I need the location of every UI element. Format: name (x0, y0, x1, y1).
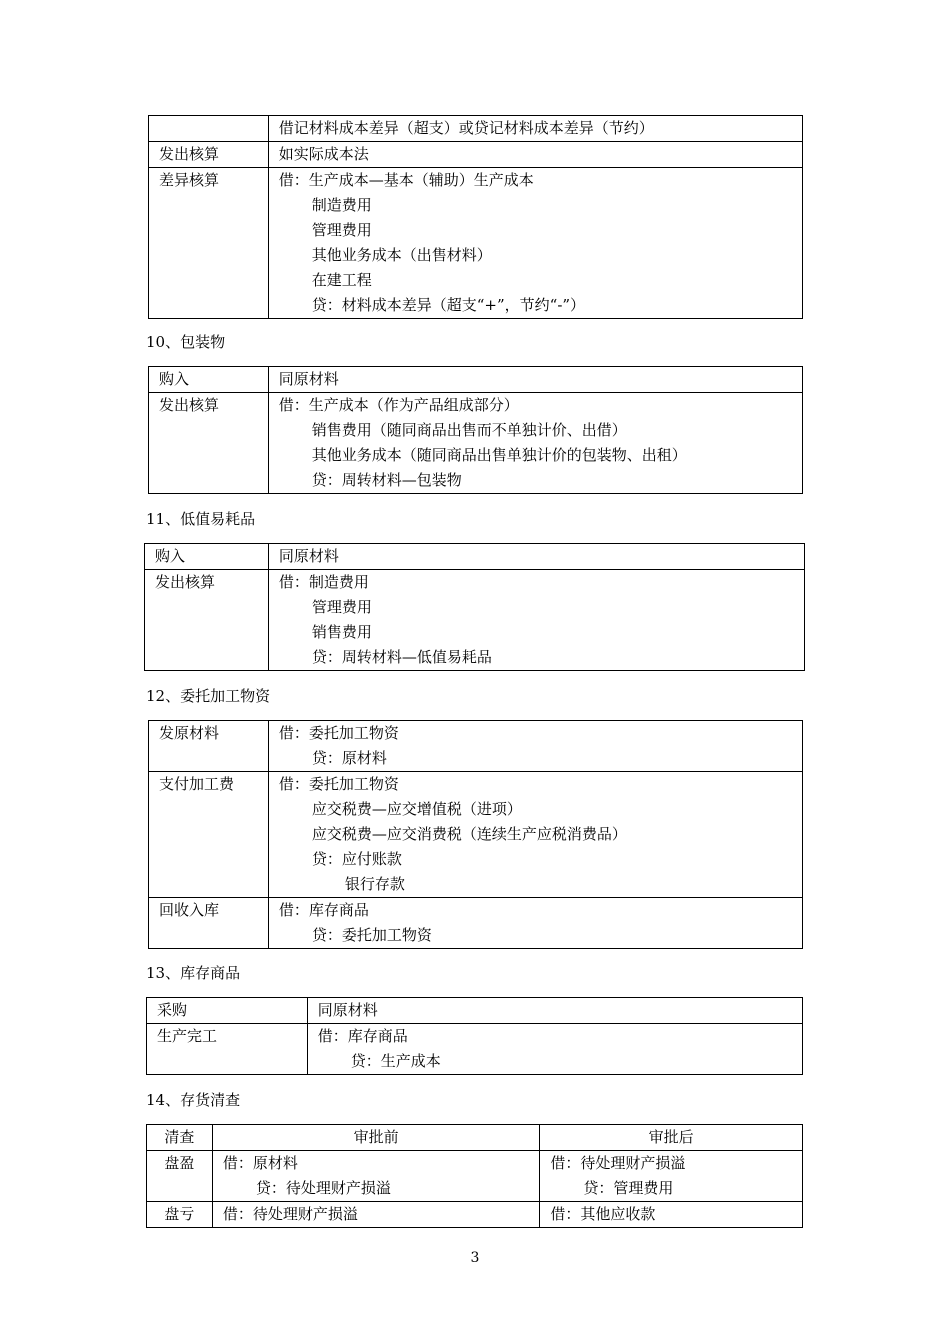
table-low-value-consumables (144, 543, 805, 671)
table-cell (147, 1202, 213, 1228)
table-row (149, 772, 803, 898)
table-cell (147, 998, 308, 1024)
table-cell (149, 721, 269, 772)
entry-line: 贷：管理费用 (583, 1179, 674, 1197)
entry-line: 管理费用 (311, 598, 372, 616)
row-label: 盘盈 (164, 1154, 195, 1172)
table-row (149, 142, 803, 168)
row-label: 发原材料 (159, 724, 220, 742)
table-cell (149, 393, 269, 494)
section-heading: 12、委托加工物资 (146, 687, 271, 705)
table-row (147, 1202, 803, 1228)
page-number: 3 (470, 1250, 480, 1266)
table-cell (268, 721, 802, 772)
table-cell (212, 1202, 540, 1228)
entry-line: 借：原材料 (222, 1154, 298, 1172)
row-label: 发出核算 (159, 396, 220, 414)
row-label: 发出核算 (155, 573, 216, 591)
table-cell (268, 116, 802, 142)
header-text: 审批后 (648, 1128, 694, 1146)
table-cell (149, 142, 269, 168)
table-row (149, 721, 803, 772)
column-header (147, 1125, 213, 1151)
row-label: 发出核算 (159, 145, 220, 163)
entry-line: 借：委托加工物资 (278, 775, 399, 793)
entry-line: 借：待处理财产损溢 (222, 1205, 358, 1223)
entry-line: 贷：周转材料—包装物 (311, 471, 462, 489)
table-cell (268, 168, 802, 319)
row-label: 支付加工费 (159, 775, 235, 793)
entry-line: 借：其他应收款 (550, 1205, 656, 1223)
table-cell (307, 998, 802, 1024)
table-cell (145, 544, 269, 570)
table-row (147, 1024, 803, 1075)
table-row (149, 393, 803, 494)
entry-line: 借：委托加工物资 (278, 724, 399, 742)
table-cell (212, 1151, 540, 1202)
entry-line: 贷：生产成本 (350, 1052, 441, 1070)
entry-line: 销售费用 (311, 623, 372, 641)
entry-line: 贷：周转材料—低值易耗品 (311, 648, 492, 666)
row-label: 购入 (159, 370, 190, 388)
cell-text: 同原材料 (317, 1001, 378, 1019)
column-header (212, 1125, 540, 1151)
row-label: 盘亏 (164, 1205, 195, 1223)
entry-line: 借：库存商品 (278, 901, 369, 919)
section-heading: 13、库存商品 (146, 964, 241, 982)
entry-line: 应交税费—应交消费税（连续生产应税消费品） (311, 825, 627, 843)
table-cell (268, 393, 802, 494)
cell-text: 同原材料 (278, 547, 339, 565)
table-cell (147, 1024, 308, 1075)
table-cell (149, 116, 269, 142)
table-cell (540, 1202, 803, 1228)
entry-line: 贷：待处理财产损溢 (255, 1179, 391, 1197)
table-cell (147, 1151, 213, 1202)
table-row (145, 544, 805, 570)
row-label: 采购 (157, 1001, 188, 1019)
entry-line: 银行存款 (344, 875, 405, 893)
table-row (149, 367, 803, 393)
table-cell (268, 367, 802, 393)
entry-line: 应交税费—应交增值税（进项） (311, 800, 522, 818)
entry-line: 借：库存商品 (317, 1027, 408, 1045)
table-inventory-goods (146, 997, 803, 1075)
section-heading: 11、低值易耗品 (146, 510, 256, 528)
row-label: 生产完工 (157, 1027, 218, 1045)
entry-line: 借：生产成本（作为产品组成部分） (278, 396, 519, 414)
table-row (149, 116, 803, 142)
table-cell (268, 142, 802, 168)
entry-line: 贷：材料成本差异（超支“+”，节约“-”） (311, 296, 586, 314)
cell-text: 同原材料 (278, 370, 339, 388)
table-cell (268, 570, 804, 671)
cell-text: 如实际成本法 (278, 145, 369, 163)
entry-line: 其他业务成本（出售材料） (311, 246, 492, 264)
table-cell (268, 544, 804, 570)
table-cell (145, 570, 269, 671)
table-inventory-count (146, 1124, 803, 1228)
entry-line: 借：待处理财产损溢 (550, 1154, 686, 1172)
table-row (147, 1151, 803, 1202)
row-label: 差异核算 (159, 171, 220, 189)
table-cell (540, 1151, 803, 1202)
entry-line: 贷：原材料 (311, 749, 387, 767)
header-text: 清查 (164, 1128, 195, 1146)
table-cell (149, 898, 269, 949)
entry-line: 借：生产成本—基本（辅助）生产成本 (278, 171, 534, 189)
table-cell (268, 772, 802, 898)
table-row (147, 998, 803, 1024)
cell-text: 借记材料成本差异（超支）或贷记材料成本差异（节约） (278, 119, 654, 137)
entry-line: 销售费用（随同商品出售而不单独计价、出借） (311, 421, 627, 439)
section-heading: 14、存货清查 (146, 1091, 241, 1109)
table-row (145, 570, 805, 671)
table-cell (149, 772, 269, 898)
column-header (540, 1125, 803, 1151)
table-packaging (148, 366, 803, 494)
entry-line: 管理费用 (311, 221, 372, 239)
entry-line: 贷：应付账款 (311, 850, 402, 868)
table-material-cost-variance (148, 115, 803, 319)
section-heading: 10、包装物 (146, 333, 226, 351)
table-row (149, 898, 803, 949)
header-text: 审批前 (353, 1128, 399, 1146)
table-consigned-processing (148, 720, 803, 949)
table-cell (268, 898, 802, 949)
table-cell (149, 168, 269, 319)
table-row (149, 168, 803, 319)
row-label: 购入 (155, 547, 186, 565)
entry-line: 在建工程 (311, 271, 372, 289)
entry-line: 制造费用 (311, 196, 372, 214)
entry-line: 其他业务成本（随同商品出售单独计价的包装物、出租） (311, 446, 687, 464)
entry-line: 贷：委托加工物资 (311, 926, 432, 944)
row-label: 回收入库 (159, 901, 220, 919)
entry-line: 借：制造费用 (278, 573, 369, 591)
table-cell (307, 1024, 802, 1075)
table-cell (149, 367, 269, 393)
table-header-row (147, 1125, 803, 1151)
